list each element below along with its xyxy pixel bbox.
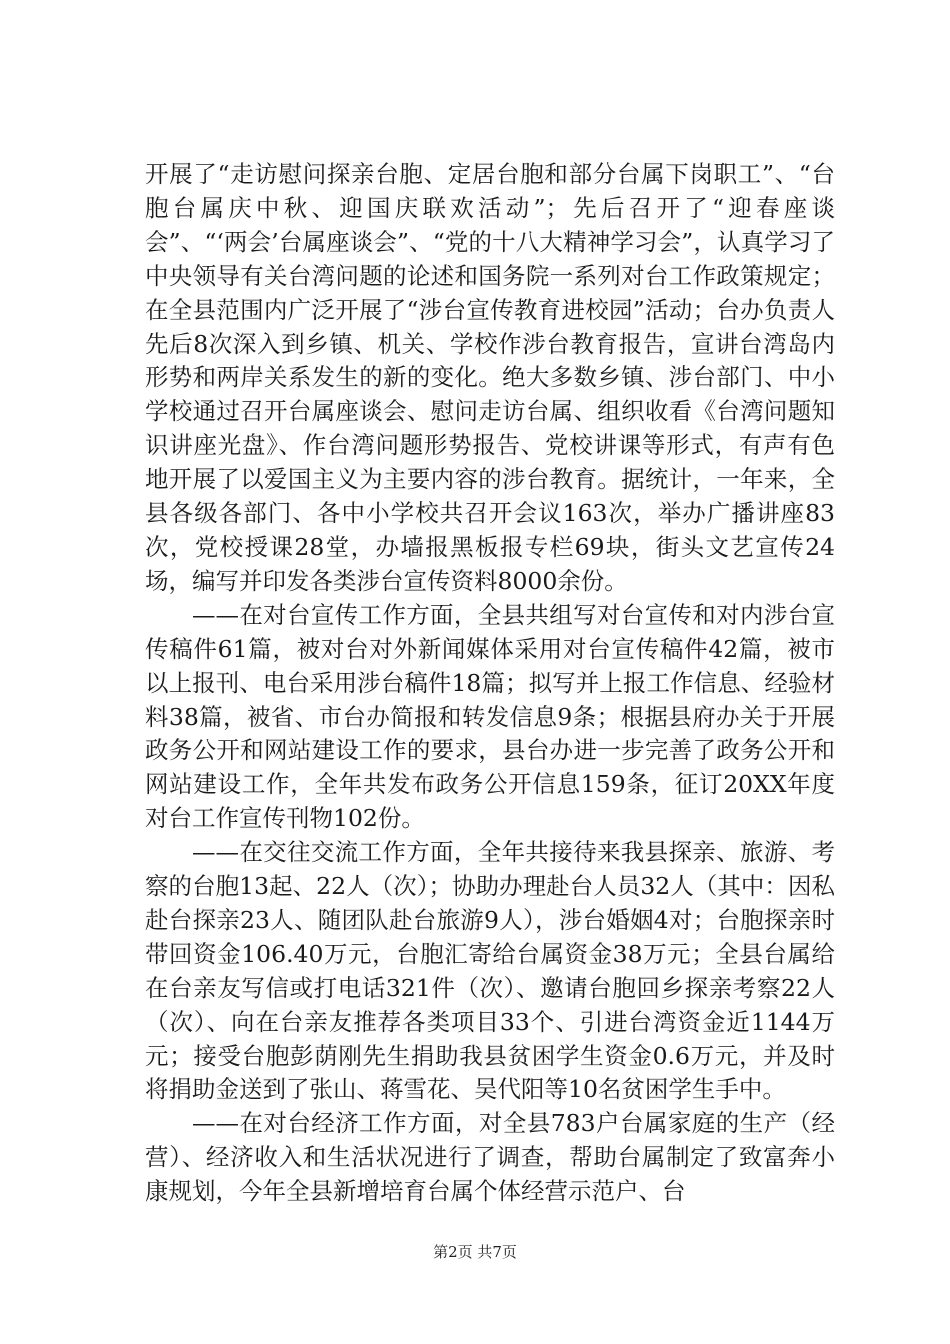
paragraph-publicity: ——在对台宣传工作方面，全县共组写对台宣传和对内涉台宣传稿件61篇，被对台对外新闻媒体采用对台宣传稿件42篇，被市以上报刊、电台采用涉台稿件18篇；拟写并上报工作信息、经验材料38篇，被省、市台办简报和转发信息9条；根据县府办关于开展政务公开和网站建设工作的要求，县台办进一步完善了政务公开和网站建设工作，全年共发布政务公开信息159条，征订20XX年度对台工作宣传刊物102份。 xyxy=(145,600,835,833)
paragraph-exchanges: ——在交往交流工作方面，全年共接待来我县探亲、旅游、考察的台胞13起、22人（次）；协助办理赴台人员32人（其中：因私赴台探亲23人、随团队赴台旅游9人），涉台婚姻4对；台胞探亲时带回资金106.40万元，台胞汇寄给台属资金38万元；全县台属给在台亲友写信或打电话321件（次）、邀请台胞回乡探亲考察22人（次）、向在台亲友推荐各类项目33个、引进台湾资金近1144万元；接受台胞彭荫刚先生捐助我县贫困学生资金0.6万元，并及时将捐助金送到了张山、蒋雪花、吴代阳等10名贫困学生手中。 xyxy=(145,838,835,1104)
paragraph-economic: ——在对台经济工作方面，对全县783户台属家庭的生产（经营）、经济收入和生活状况进行了调查，帮助台属制定了致富奔小康规划，今年全县新增培育台属个体经营示范户、台 xyxy=(145,1109,835,1206)
document-body xyxy=(145,158,835,1209)
paragraph-activities: 开展了“走访慰问探亲台胞、定居台胞和部分台属下岗职工”、“台胞台属庆中秋、迎国庆联欢活动”；先后召开了“迎春座谈会”、“‘两会’台属座谈会”、“党的十八大精神学习会”，认真学习了中央领导有关台湾问题的论述和国务院一系列对台工作政策规定；在全县范围内广泛开展了“涉台宣传教育进校园”活动；台办负责人先后8次深入到乡镇、机关、学校作涉台教育报告，宣讲台湾岛内形势和两岸关系发生的新的变化。绝大多数乡镇、涉台部门、中小学校通过召开台属座谈会、慰问走访台属、组织收看《台湾问题知识讲座光盘》、作台湾问题形势报告、党校讲课等形式，有声有色地开展了以爱国主义为主要内容的涉台教育。据统计，一年来，全县各级各部门、各中小学校共召开会议163次，举办广播讲座83次，党校授课28堂，办墙报黑板报专栏69块，街头文艺宣传24场，编写并印发各类涉台宣传资料8000余份。 xyxy=(145,160,835,595)
page-number-footer: 第2页 共7页 xyxy=(433,1243,517,1261)
